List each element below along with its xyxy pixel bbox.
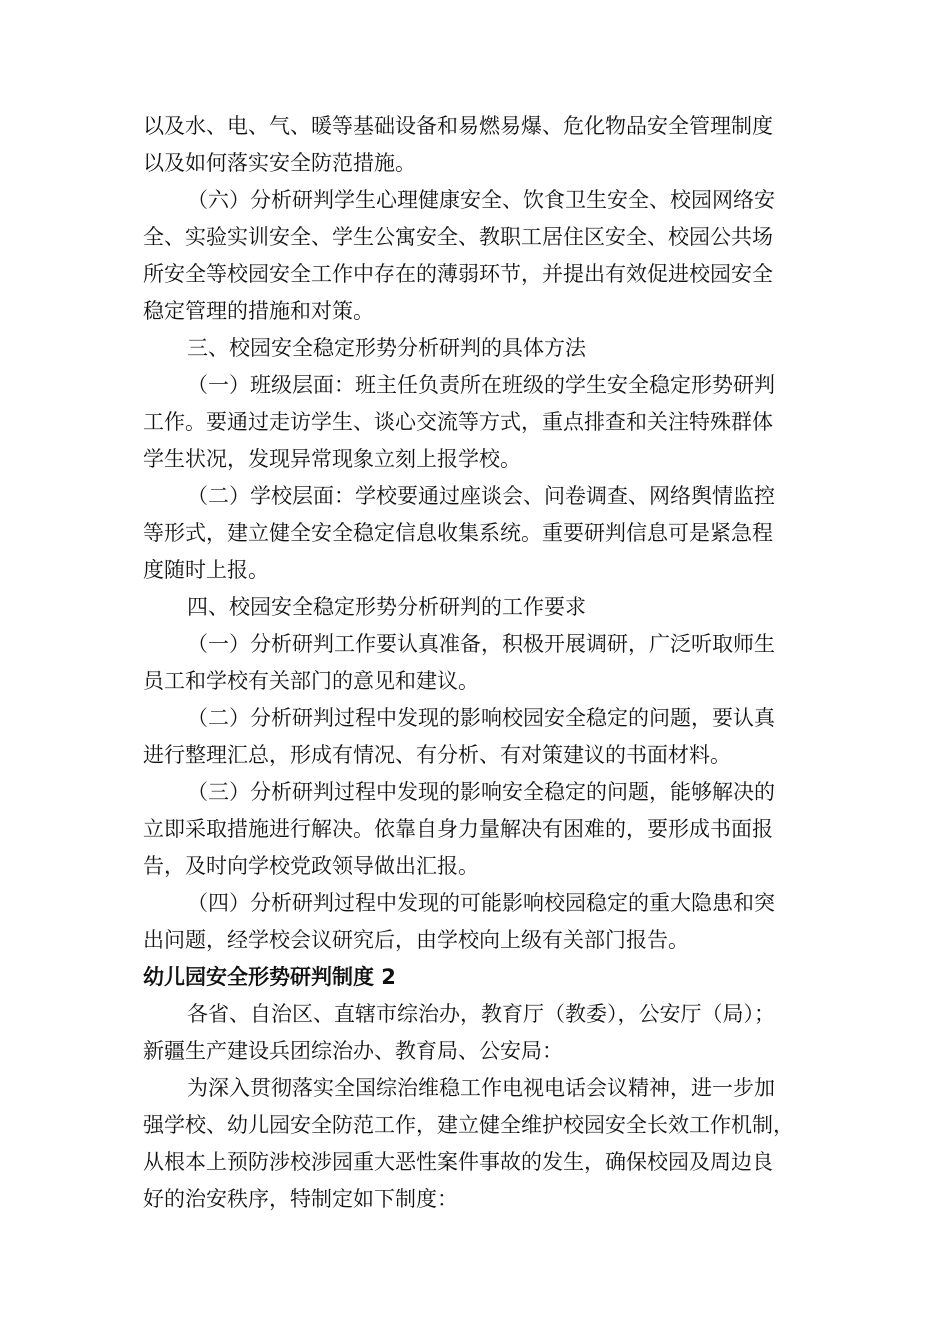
- text-line: 员工和学校有关部门的意见和建议。: [143, 669, 479, 693]
- text-line: 等形式，建立健全安全稳定信息收集系统。重要研判信息可是紧急程: [143, 521, 773, 545]
- text-line: （四）分析研判过程中发现的可能影响校园稳定的重大隐患和突: [187, 891, 775, 915]
- text-line: 度随时上报。: [143, 558, 269, 582]
- text-line: （六）分析研判学生心理健康安全、饮食卫生安全、校园网络安: [187, 188, 775, 212]
- text-line: 从根本上预防涉校涉园重大恶性案件事故的发生，确保校园及周边良: [143, 1150, 773, 1174]
- text-line: 四、校园安全稳定形势分析研判的工作要求: [187, 595, 586, 619]
- document-page: [143, 108, 811, 1218]
- text-line: 稳定管理的措施和对策。: [143, 299, 374, 323]
- text-line: 以及水、电、气、暖等基础设备和易燃易爆、危化物品安全管理制度: [143, 114, 773, 138]
- text-line: （二）学校层面：学校要通过座谈会、问卷调查、网络舆情监控: [187, 484, 775, 508]
- text-line: 各省、自治区、直辖市综治办，教育厅（教委），公安厅（局）；: [187, 1002, 775, 1026]
- text-line: 三、校园安全稳定形势分析研判的具体方法: [187, 336, 586, 360]
- text-line: 强学校、幼儿园安全防范工作，建立健全维护校园安全长效工作机制，: [143, 1113, 794, 1137]
- text-line: （二）分析研判过程中发现的影响校园安全稳定的问题，要认真: [187, 706, 775, 730]
- text-line: 以及如何落实安全防范措施。: [143, 151, 416, 175]
- section-heading: 幼儿园安全形势研判制度 2: [143, 965, 396, 989]
- text-line: 全、实验实训安全、学生公寓安全、教职工居住区安全、校园公共场: [143, 225, 773, 249]
- text-line: （一）分析研判工作要认真准备，积极开展调研，广泛听取师生: [187, 632, 775, 656]
- text-line: 立即采取措施进行解决。依靠自身力量解决有困难的，要形成书面报: [143, 817, 773, 841]
- text-line: 所安全等校园安全工作中存在的薄弱环节，并提出有效促进校园安全: [143, 262, 773, 286]
- text-line: 告，及时向学校党政领导做出汇报。: [143, 854, 479, 878]
- text-line: 新疆生产建设兵团综治办、教育局、公安局：: [143, 1039, 563, 1063]
- text-line: 为深入贯彻落实全国综治维稳工作电视电话会议精神，进一步加: [187, 1076, 775, 1100]
- text-line: 好的治安秩序，特制定如下制度：: [143, 1187, 458, 1211]
- text-line: 工作。要通过走访学生、谈心交流等方式，重点排查和关注特殊群体: [143, 410, 773, 434]
- text-line: （三）分析研判过程中发现的影响安全稳定的问题，能够解决的: [187, 780, 775, 804]
- text-line: 出问题，经学校会议研究后，由学校向上级有关部门报告。: [143, 928, 689, 952]
- text-line: 学生状况，发现异常现象立刻上报学校。: [143, 447, 521, 471]
- text-line: 进行整理汇总，形成有情况、有分析、有对策建议的书面材料。: [143, 743, 731, 767]
- text-line: （一）班级层面：班主任负责所在班级的学生安全稳定形势研判: [187, 373, 775, 397]
